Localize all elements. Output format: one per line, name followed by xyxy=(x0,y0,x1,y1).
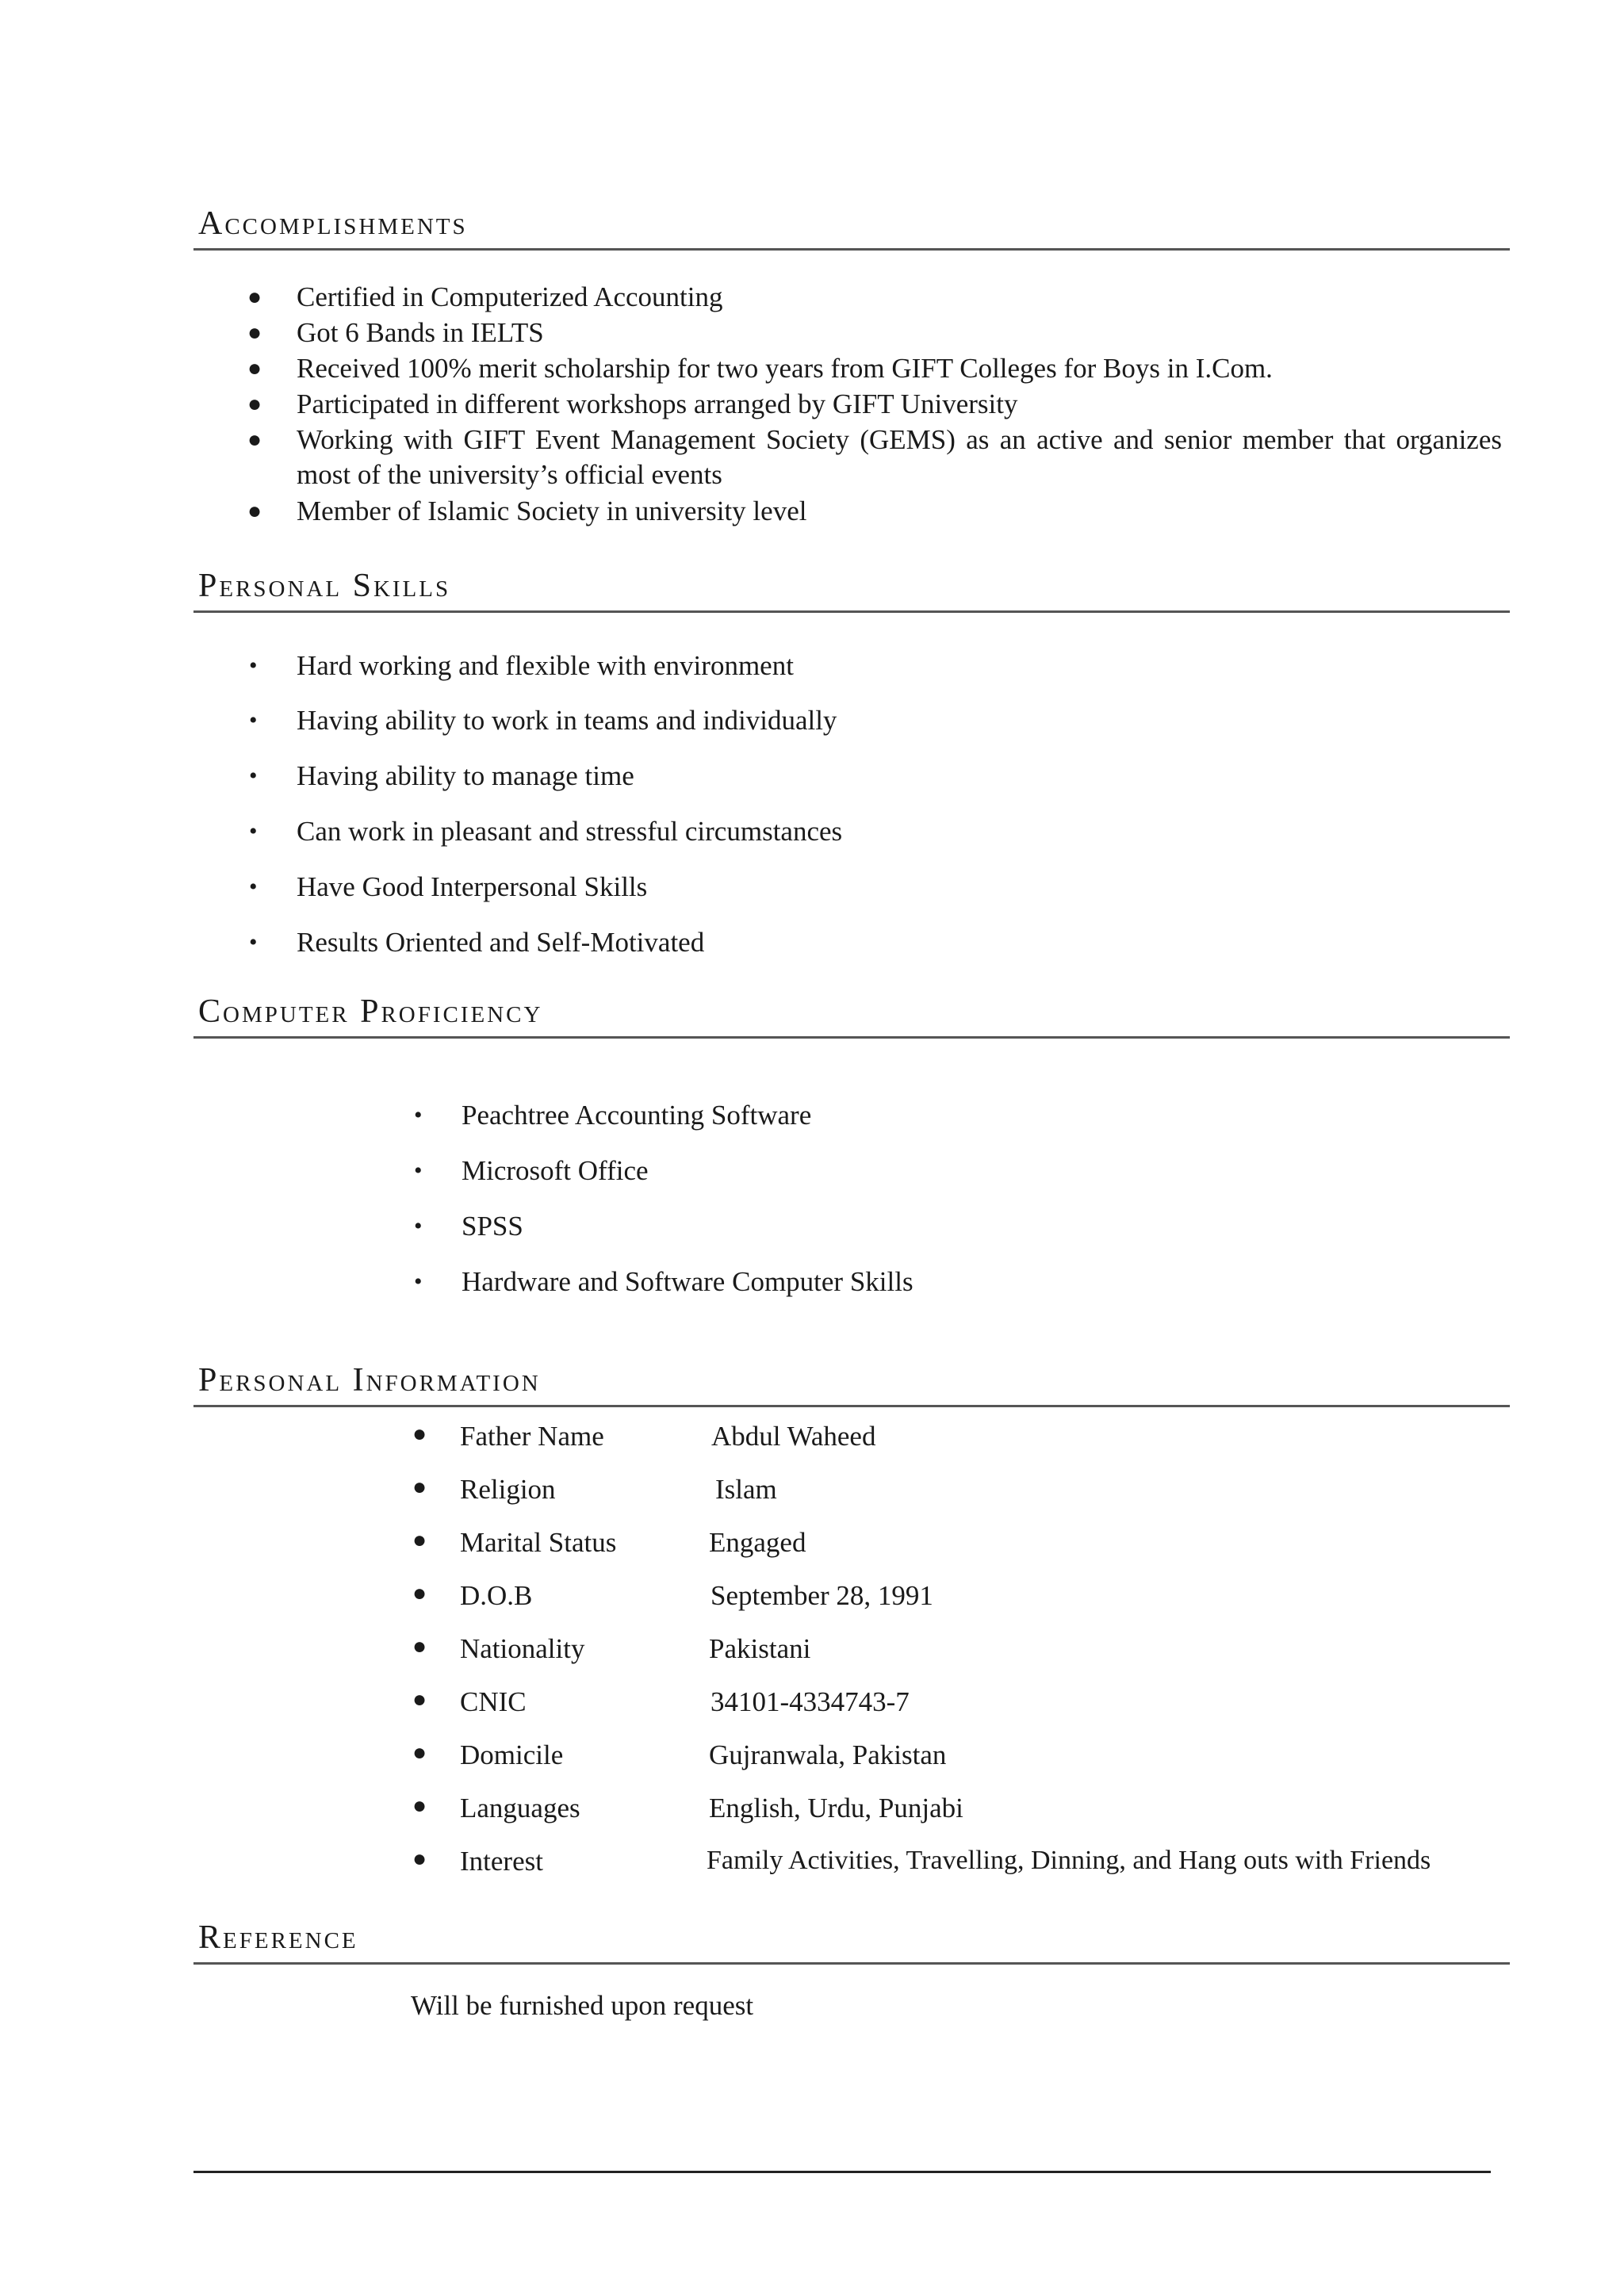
bullet-icon: ● xyxy=(412,1527,427,1553)
info-row-languages: ● Languages English, Urdu, Punjabi xyxy=(412,1793,963,1823)
footer-divider xyxy=(193,2171,1491,2173)
bullet-icon: ● xyxy=(412,1793,427,1819)
accomplishments-section: Accomplishments ● Certified in Computerized Accounting ● Got 6 Bands in IELTS ● Received 100% merit scholarship for two years from GIFT Colleges for Boys in I.Com. ● Participated in different workshops arranged by GIFT University ● Working with GIFT Event Management Society (GEMS) as an active and senior member that organizes most of the university’s official events ● Member of Islamic Society in university level xyxy=(193,205,1510,538)
bullet-icon: • xyxy=(249,874,258,900)
bullet-icon: ● xyxy=(247,427,262,453)
info-row-interest: ● Interest Family Activities, Travelling, Dinning, and Hang outs with Friends xyxy=(412,1846,1431,1877)
bullet-icon: ● xyxy=(412,1421,427,1447)
bullet-icon: ● xyxy=(412,1739,427,1766)
bullet-icon: ● xyxy=(247,391,262,417)
info-row-domicile: ● Domicile Gujranwala, Pakistan xyxy=(412,1739,947,1770)
computer-proficiency-heading xyxy=(193,993,1510,1039)
bullet-icon: ● xyxy=(247,320,262,346)
bullet-icon: • xyxy=(414,1269,423,1295)
bullet-icon: • xyxy=(249,818,258,844)
personal-information-section xyxy=(193,1361,1510,1908)
info-row-religion: ● Religion Islam xyxy=(412,1474,777,1505)
bullet-icon: • xyxy=(249,707,258,733)
info-row-dob: ● D.O.B September 28, 1991 xyxy=(412,1580,933,1611)
computer-proficiency-title: Computer Proficiency xyxy=(198,993,543,1030)
bullet-icon: • xyxy=(249,929,258,955)
accomplishments-title: Accomplishments xyxy=(198,205,468,242)
bullet-icon: ● xyxy=(412,1580,427,1606)
bullet-icon: ● xyxy=(412,1474,427,1500)
info-row-nationality: ● Nationality Pakistani xyxy=(412,1633,811,1664)
reference-heading xyxy=(193,1919,1510,1965)
bullet-icon: • xyxy=(414,1213,423,1239)
reference-title: Reference xyxy=(198,1919,358,1956)
personal-information-heading xyxy=(193,1361,1510,1407)
bullet-icon: ● xyxy=(247,284,262,310)
bullet-icon: ● xyxy=(247,355,262,381)
personal-information-table xyxy=(193,1421,1510,1896)
accomplishments-heading xyxy=(193,205,1510,251)
bullet-icon: ● xyxy=(412,1633,427,1659)
bullet-icon: • xyxy=(249,763,258,789)
personal-skills-title: Personal Skills xyxy=(198,568,451,604)
bullet-icon: ● xyxy=(412,1686,427,1712)
info-row-marital-status: ● Marital Status Engaged xyxy=(412,1527,806,1558)
bullet-icon: • xyxy=(249,652,258,679)
personal-information-title: Personal Information xyxy=(198,1362,541,1399)
reference-text: Will be furnished upon request xyxy=(411,1990,754,2021)
reference-section xyxy=(193,1919,1510,2045)
bullet-icon: • xyxy=(414,1102,423,1128)
personal-skills-heading xyxy=(193,567,1510,613)
bullet-icon: ● xyxy=(412,1846,427,1872)
computer-proficiency-section: Computer Proficiency • Peachtree Accounting Software • Microsoft Office • SPSS • Hardware and Software Computer Skills xyxy=(193,993,1510,1318)
personal-skills-section: Personal Skills • Hard working and flexible with environment • Having ability to work in teams and individually • Having ability to manage time • Can work in pleasant and stressful circumstances • Have Good Interpersonal Skills • Results Oriented and Self-Motivated xyxy=(193,567,1510,963)
bullet-icon: • xyxy=(414,1158,423,1184)
info-row-father-name: ● Father Name Abdul Waheed xyxy=(412,1421,876,1452)
bullet-icon: ● xyxy=(247,498,262,524)
info-row-cnic: ● CNIC 34101-4334743-7 xyxy=(412,1686,910,1717)
